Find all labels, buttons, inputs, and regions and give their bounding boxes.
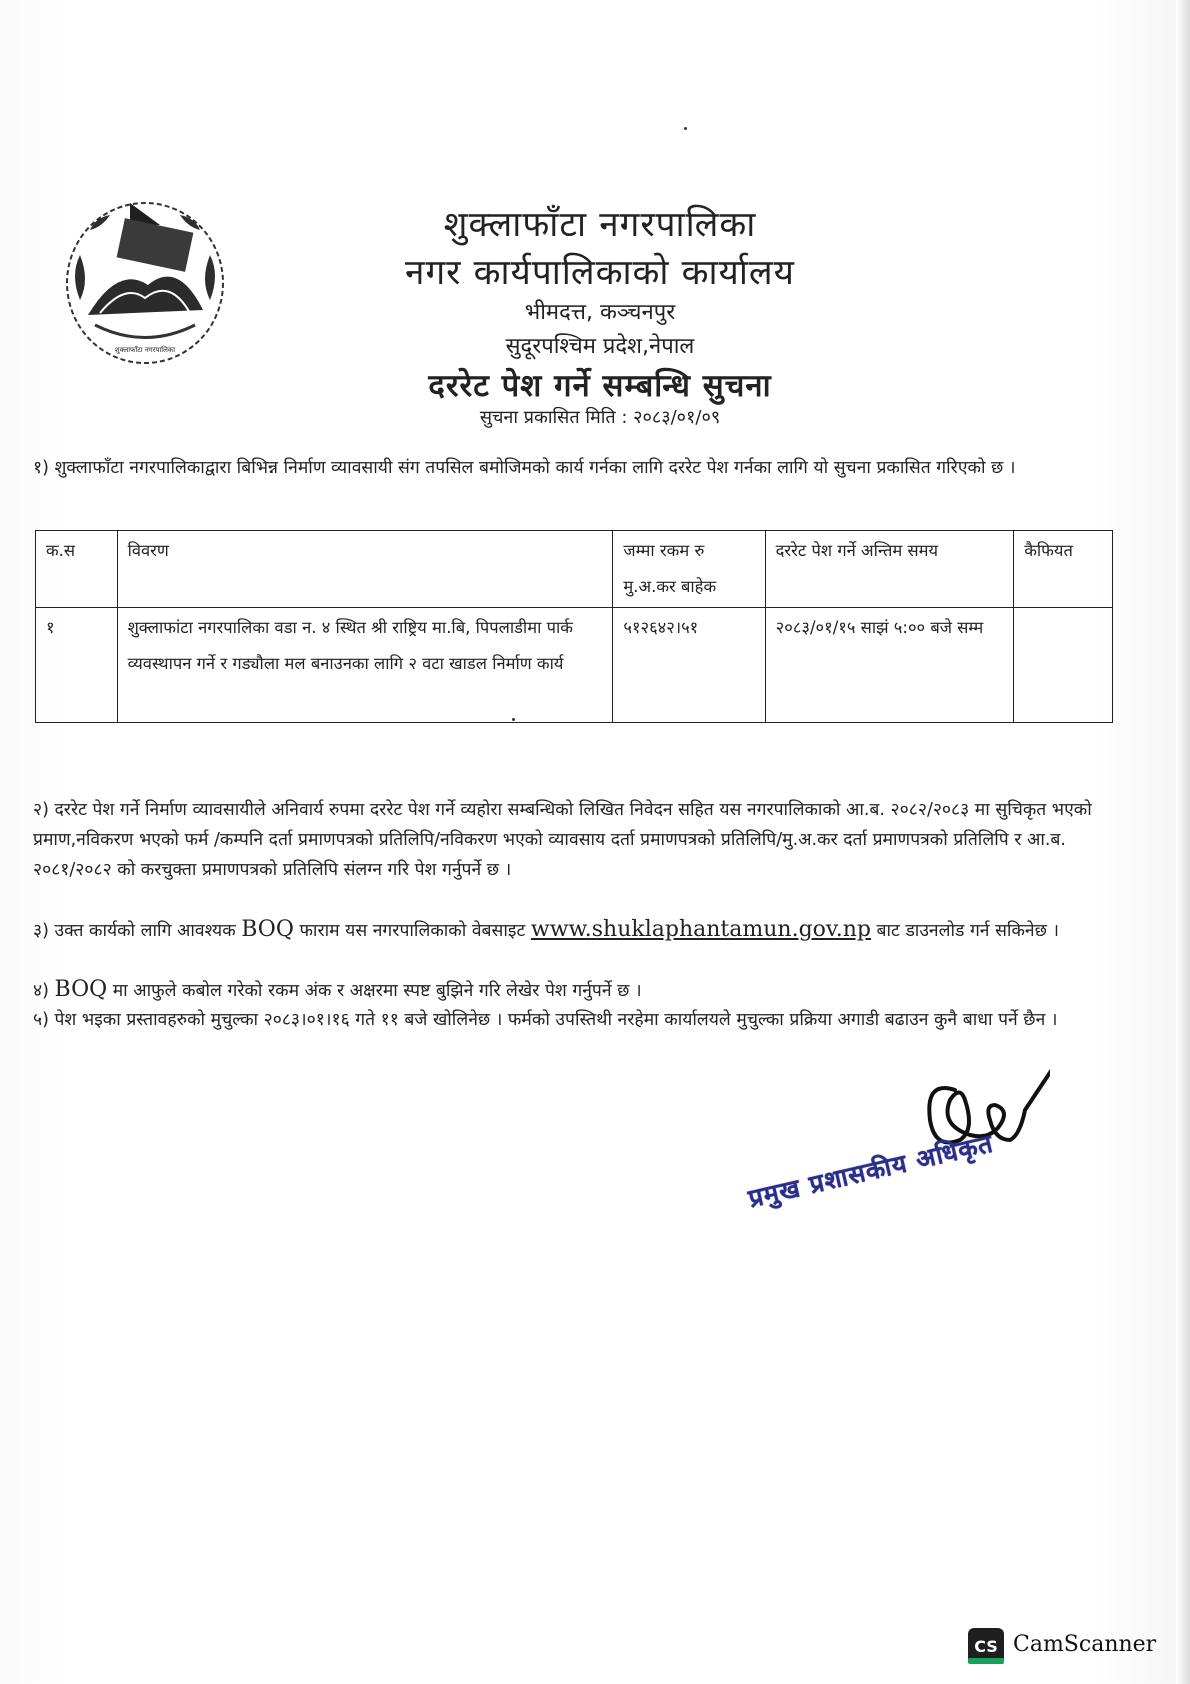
cell-deadline: २०८३/०१/१५ साझं ५:०० बजे सम्म — [765, 608, 1014, 723]
published-date: सुचना प्रकासित मिति : २०८३/०१/०९ — [479, 407, 721, 428]
paragraph-4 — [33, 975, 1113, 1006]
header-description: विवरण — [117, 531, 613, 608]
header-sn: क.स — [36, 531, 118, 608]
camscanner-logo-text: CS — [974, 1637, 998, 1656]
header-remarks: कैफियत — [1014, 531, 1113, 608]
p3-after: बाट डाउनलोड गर्न सकिनेछ । — [870, 921, 1060, 941]
boq-term: BOQ — [54, 977, 108, 1002]
emblem-caption: शुक्लाफाँटा नगरपालिका — [114, 346, 176, 354]
cell-amount: ५१२६४२।५१ — [613, 608, 765, 723]
camscanner-label: CamScanner — [1013, 1632, 1157, 1657]
boq-term: BOQ — [241, 917, 294, 942]
p4-before: ४) — [33, 981, 55, 1001]
table-row — [36, 608, 1113, 723]
municipality-title: शुक्लाफाँटा नगरपालिका — [443, 205, 757, 245]
cell-sn: १ — [36, 608, 118, 723]
camscanner-brand-bar — [968, 1658, 1004, 1664]
p3-before: ३) उक्त कार्यको लागि आवश्यक — [33, 921, 242, 941]
quotation-table — [35, 530, 1113, 723]
table-header-row — [36, 531, 1113, 608]
camscanner-logo-icon — [968, 1628, 1004, 1664]
header-amount: जम्मा रकम रु मु.अ.कर बाहेक — [613, 531, 765, 608]
paragraph-5: ५) पेश भइका प्रस्तावहरुको मुचुल्का २०८३।०१।१६ गते ११ बजे खोलिनेछ । फर्मको उपस्तिथी नरहेमा कार्यालयले मुचुल्का प्रक्रिया अगाडी बढाउन कुनै बाधा पर्ने छैन । — [33, 1010, 1058, 1030]
notice-subject: दररेट पेश गर्ने सम्बन्धि सुचना — [428, 368, 772, 404]
paragraph-1: १) शुक्लाफाँटा नगरपालिकाद्वारा बिभिन्न निर्माण व्यावसायी संग तपसिल बमोजिमको कार्य गर्नका लागि दररेट पेश गर्नका लागि यो सुचना प्रकासित गरिएको छ । — [33, 458, 1016, 478]
website-link[interactable]: www.shuklaphantamun.gov.np — [530, 917, 871, 942]
cell-description: शुक्लाफांटा नगरपालिका वडा न. ४ स्थित श्री राष्ट्रिय मा.बि, पिपलाडीमा पार्क व्यवस्थापन गर्ने र गड्यौला मल बनाउनका लागि २ वटा खाडल निर्माण कार्य — [117, 608, 613, 723]
official-stamp: प्रमुख प्रशासकीय अधिकृत — [745, 1128, 997, 1214]
municipality-emblem-icon — [60, 195, 230, 370]
paragraph-2: २) दररेट पेश गर्ने निर्माण व्यावसायीले अनिवार्य रुपमा दररेट पेश गर्ने व्यहोरा सम्बन्धिको लिखित निवेदन सहित यस नगरपालिकाको आ.ब. २०८२/२०८३ मा सुचिकृत भएको प्रमाण,नविकरण भएको फर्म /कम्पनि दर्ता प्रमाणपत्रको प्रतिलिपि/नविकरण भएको व्यावसाय दर्ता प्रमाणपत्रको प्रतिलिपि/मु.अ.कर दर्ता प्रमाणपत्रको प्रतिलिपि र आ.ब. २०८१/२०८२ को करचुक्ता प्रमाणपत्रको प्रतिलिपि संलग्न गरि पेश गर्नुपर्ने छ । — [33, 800, 1092, 880]
address-line-2: सुदूरपश्चिम प्रदेश,नेपाल — [505, 334, 695, 359]
header-deadline: दररेट पेश गर्ने अन्तिम समय — [765, 531, 1014, 608]
p4-after: मा आफुले कबोल गरेको रकम अंक र अक्षरमा स्पष्ट बुझिने गरि लेखेर पेश गर्नुपर्ने छ । — [107, 981, 642, 1001]
speck — [684, 127, 687, 130]
page-edge-shadow — [1176, 0, 1190, 1684]
address-line-1: भीमदत्त, कञ्चनपुर — [524, 300, 676, 325]
paragraph-3 — [33, 915, 1113, 946]
p3-middle: फाराम यस नगरपालिकाको वेबसाइट — [293, 921, 531, 941]
cell-remarks — [1014, 608, 1113, 723]
office-name: नगर कार्यपालिकाको कार्यालय — [405, 253, 795, 293]
